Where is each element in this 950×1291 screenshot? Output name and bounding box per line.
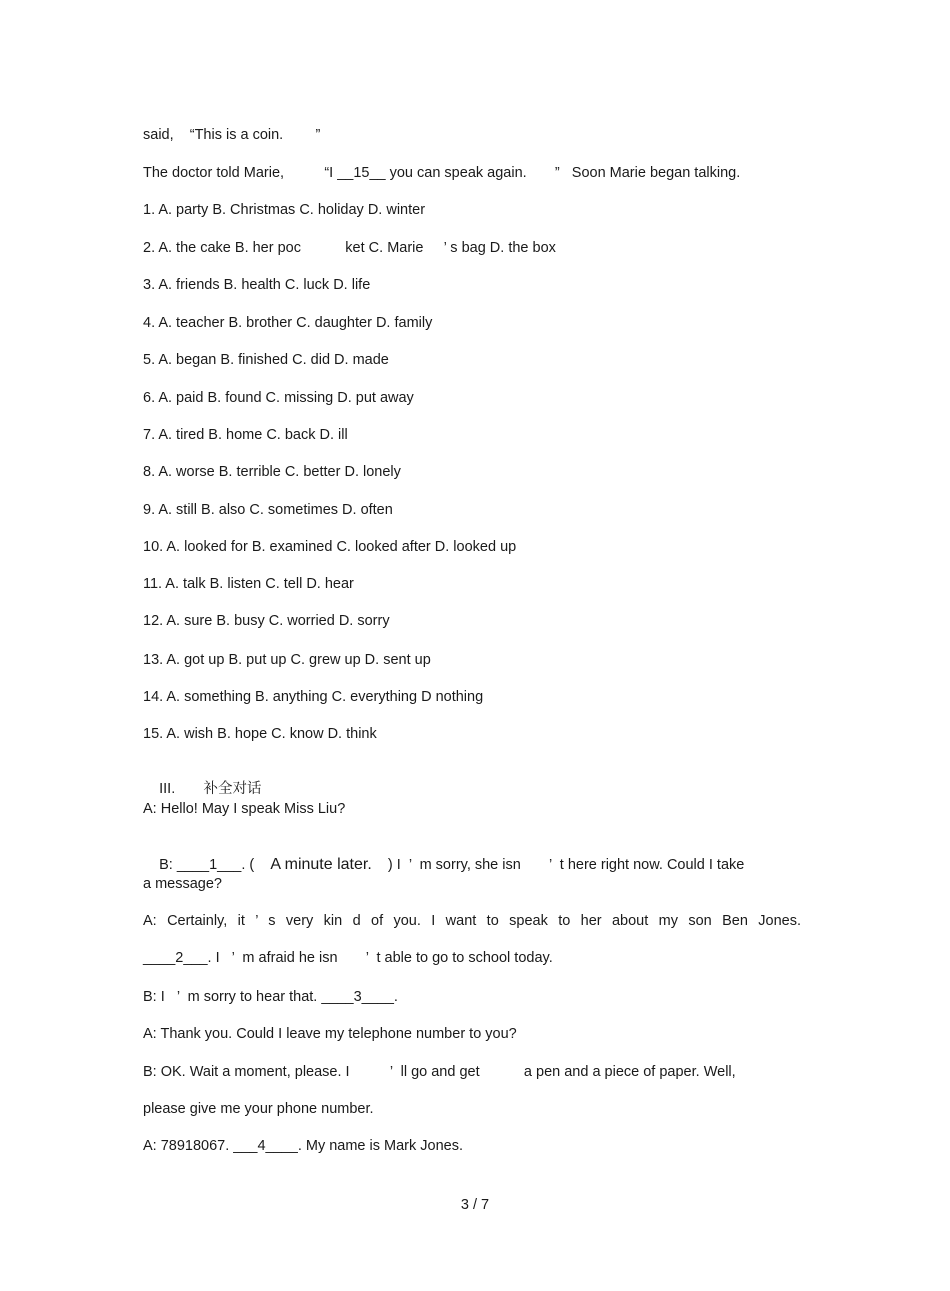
dialogue-b1-start: B: ____1___. ( [159,857,271,873]
page-number: 3 / 7 [460,1197,490,1213]
dialogue-b3-continued: please give me your phone number. [143,1101,374,1117]
dialogue-b1-continued: a message? [143,876,222,892]
question-4: 4. A. teacher B. brother C. daughter D. family [143,315,433,331]
passage-line-doctor: The doctor told Marie, “I __15__ you can speak again. ” Soon Marie began talking. [143,165,741,181]
section-title: 补全对话 [203,781,262,797]
question-3: 3. A. friends B. health C. luck D. life [143,277,371,293]
question-8: 8. A. worse B. terrible C. better D. lonely [143,464,401,480]
question-10: 10. A. looked for B. examined C. looked after D. looked up [143,539,517,555]
dialogue-b2: B: I ’ m sorry to hear that. ____3____. [143,989,398,1005]
dialogue-a2-continued: ____2___. I ’ m afraid he isn ’ t able to go to school today. [143,950,553,966]
dialogue-b3: B: OK. Wait a moment, please. I ’ ll go and get a pen and a piece of paper. Well, [143,1064,736,1080]
dialogue-a1: A: Hello! May I speak Miss Liu? [143,801,346,817]
question-14: 14. A. something B. anything C. everything D nothing [143,689,484,705]
dialogue-a4: A: 78918067. ___4____. My name is Mark Jones. [143,1138,463,1154]
question-15: 15. A. wish B. hope C. know D. think [143,726,377,742]
section-number: III. [159,781,176,797]
question-9: 9. A. still B. also C. sometimes D. often [143,502,393,518]
question-13: 13. A. got up B. put up C. grew up D. sent up [143,652,431,668]
question-6: 6. A. paid B. found C. missing D. put away [143,390,414,406]
dialogue-a3: A: Thank you. Could I leave my telephone number to you? [143,1026,517,1042]
dialogue-a2: A: Certainly, it ’ s very kin d of you. I want to speak to her about my son Ben Jones. [143,913,801,929]
question-7: 7. A. tired B. home C. back D. ill [143,427,348,443]
question-5: 5. A. began B. finished C. did D. made [143,352,389,368]
question-2: 2. A. the cake B. her poc ket C. Marie ’ s bag D. the box [143,240,556,256]
question-11: 11. A. talk B. listen C. tell D. hear [143,576,354,592]
passage-line-said: said, “This is a coin. ” [143,127,321,143]
question-1: 1. A. party B. Christmas C. holiday D. winter [143,202,426,218]
question-12: 12. A. sure B. busy C. worried D. sorry [143,613,390,629]
dialogue-b1 [143,838,744,892]
stage-direction: A minute later. [270,856,372,873]
dialogue-b1-end: ) I ’ m sorry, she isn ’ t here right now. Could I take [371,857,745,873]
